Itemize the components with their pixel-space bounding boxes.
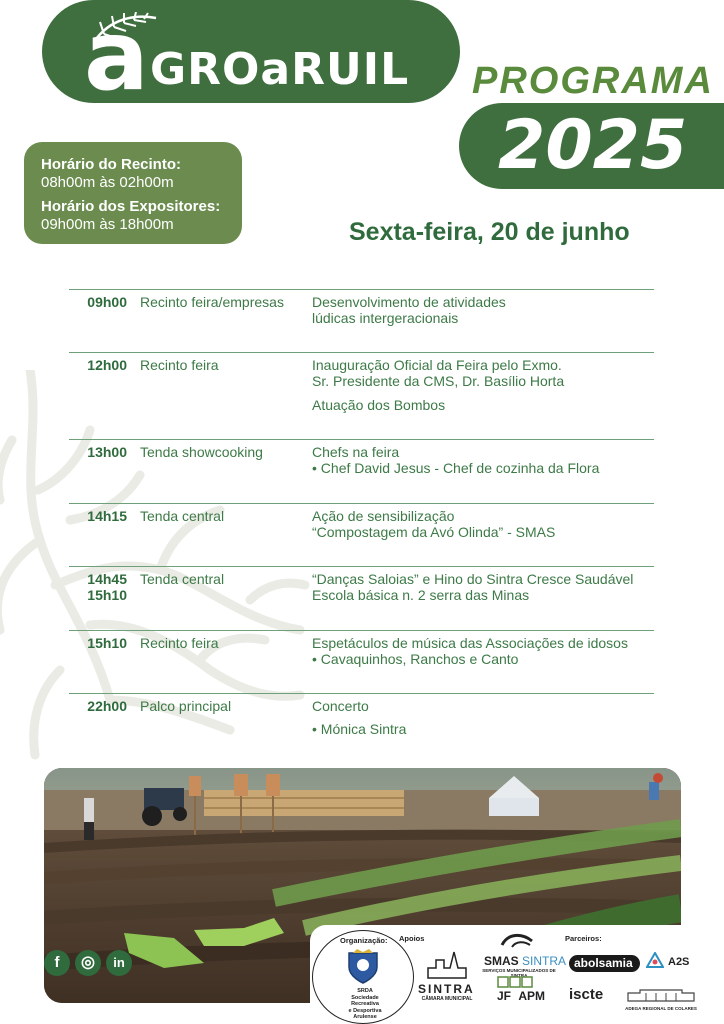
event-time: 15h10 xyxy=(87,635,127,651)
site-hours-label: Horário do Recinto: xyxy=(41,156,182,173)
organizer-crest-icon xyxy=(347,949,379,985)
event-place: Recinto feira/empresas xyxy=(140,294,284,310)
event-line: “Danças Saloias” e Hino do Sintra Cresce Saudável xyxy=(312,571,634,587)
event-line: “Compostagem da Avó Olinda” - SMAS xyxy=(312,524,556,540)
schedule-row xyxy=(69,566,654,630)
event-place: Recinto feira xyxy=(140,357,219,373)
schedule-row xyxy=(69,352,654,439)
year-text: 2025 xyxy=(498,106,688,185)
smas-wave-icon xyxy=(498,931,538,949)
event-bullet: • Mónica Sintra xyxy=(312,721,407,737)
abolsamia-logo-text: abolsamia xyxy=(574,956,633,970)
jf-apm-logo xyxy=(497,989,545,1003)
linkedin-icon[interactable]: in xyxy=(106,950,132,976)
event-description xyxy=(312,571,662,603)
exhibitor-hours-value: 09h00m às 18h00m xyxy=(41,216,174,233)
schedule-row xyxy=(69,503,654,566)
schedule-row xyxy=(69,289,654,352)
event-time: 12h00 xyxy=(87,357,127,373)
event-place: Palco principal xyxy=(140,698,232,714)
event-line: Desenvolvimento de atividades xyxy=(312,294,506,310)
event-description xyxy=(312,635,662,667)
event-line: Ação de sensibilização xyxy=(312,508,455,524)
social-icons xyxy=(44,950,139,980)
instagram-icon[interactable]: ◎ xyxy=(75,950,101,976)
exhibitor-hours-label: Horário dos Expositores: xyxy=(41,198,221,215)
organizer-label: Organização: xyxy=(340,936,388,945)
event-time xyxy=(69,571,127,603)
jf-apm-emblem-icon xyxy=(497,976,533,988)
event-description xyxy=(312,444,662,476)
sintra-sub: CÂMARA MUNICIPAL xyxy=(421,996,473,1002)
event-description xyxy=(312,508,662,540)
adega-logo-text: ADEGA REGIONAL DE COLARES xyxy=(625,1006,697,1011)
apm-text: APM xyxy=(518,989,546,1003)
sintra-palace-icon xyxy=(424,950,470,980)
adega-building-icon xyxy=(626,988,696,1002)
event-line: Chefs na feira xyxy=(312,444,400,460)
a2s-icon xyxy=(646,952,664,968)
schedule-row xyxy=(69,439,654,503)
event-place: Recinto feira xyxy=(140,635,219,651)
event-line: Espetáculos de música das Associações de idosos xyxy=(312,635,628,651)
event-line: • Chef David Jesus - Chef de cozinha da Flora xyxy=(312,460,600,476)
smas-sintra-word: SINTRA xyxy=(522,954,567,968)
day-title: Sexta-feira, 20 de junho xyxy=(349,218,630,246)
event-line: • Cavaquinhos, Ranchos e Canto xyxy=(312,651,519,667)
smas-logo-text xyxy=(484,954,566,968)
event-description xyxy=(312,294,662,326)
event-line: Inauguração Oficial da Feira pelo Exmo. xyxy=(312,357,562,373)
sintra-logo-text: SINTRA xyxy=(418,982,475,996)
hours-box xyxy=(24,142,242,244)
a2s-logo-text: A2S xyxy=(668,956,690,968)
event-place: Tenda showcooking xyxy=(140,444,263,460)
programa-title: PROGRAMA xyxy=(472,60,714,102)
schedule-row xyxy=(69,693,654,748)
organizer-line-3: e Desportiva Arulense xyxy=(348,1007,382,1020)
event-time-end: 15h10 xyxy=(87,587,127,603)
iscte-logo-text: iscte xyxy=(569,986,604,1003)
schedule-row xyxy=(69,630,654,693)
event-time: 14h15 xyxy=(87,508,127,524)
smas-sub: SERVIÇOS MUNICIPALIZADOS DE SINTRA xyxy=(482,968,556,978)
event-place: Tenda central xyxy=(140,571,225,587)
logo-letter-a: a xyxy=(84,0,147,112)
event-place: Tenda central xyxy=(140,508,225,524)
organizer-line-2: Sociedade Recreativa xyxy=(351,994,379,1007)
event-line: Concerto xyxy=(312,698,369,714)
event-description xyxy=(312,357,662,413)
event-time-start: 14h45 xyxy=(87,571,127,587)
event-line: Sr. Presidente da CMS, Dr. Basílio Horta xyxy=(312,373,565,389)
partners-label: Parceiros: xyxy=(565,934,602,943)
smas-word: SMAS xyxy=(484,954,519,968)
jf-text: JF xyxy=(497,989,512,1003)
event-line: lúdicas intergeracionais xyxy=(312,310,459,326)
facebook-icon[interactable]: f xyxy=(44,950,70,976)
event-time: 09h00 xyxy=(87,294,127,310)
event-time: 22h00 xyxy=(87,698,127,714)
logo-text: GROaRUIL xyxy=(150,44,410,95)
event-extra: Atuação dos Bombos xyxy=(312,397,446,413)
organizer-name xyxy=(340,988,390,1021)
organizer-short: SRDA xyxy=(357,988,373,994)
support-label: Apoios xyxy=(399,934,425,943)
site-hours-value: 08h00m às 02h00m xyxy=(41,174,174,191)
event-time: 13h00 xyxy=(87,444,127,460)
event-description xyxy=(312,698,662,737)
event-line: Escola básica n. 2 serra das Minas xyxy=(312,587,530,603)
